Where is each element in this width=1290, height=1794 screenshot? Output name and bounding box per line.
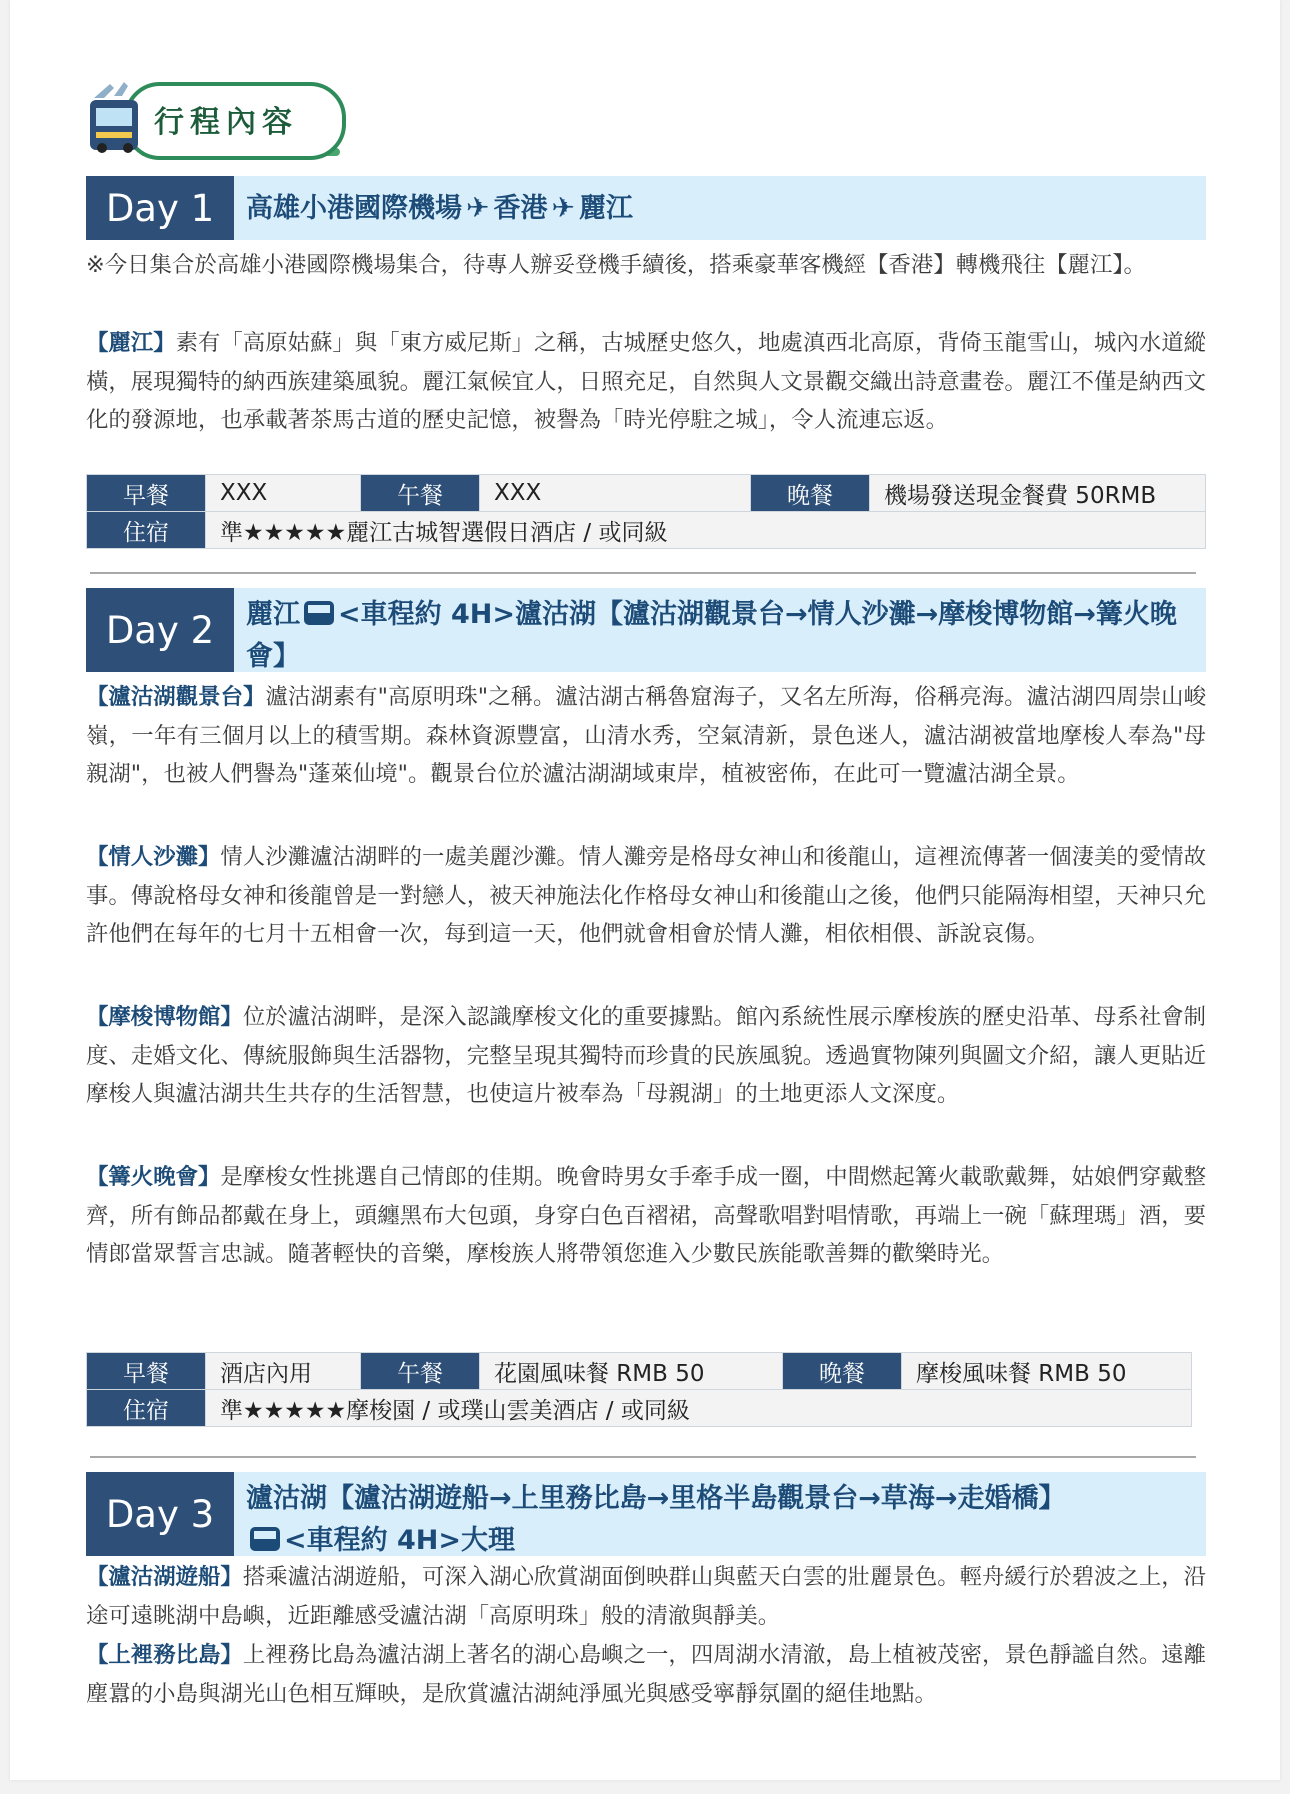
day3-text-2: 上裡務比島為瀘沽湖上著名的湖心島嶼之一，四周湖水清澈，島上植被茂密，景色靜謐自然。遠離塵囂的小島與湖光山色相互輝映，是欣賞瀘沽湖純淨風光與感受寧靜氛圍的絕佳地點。 bbox=[86, 1642, 1207, 1707]
day2-paragraph-3 bbox=[86, 998, 1206, 1114]
bus-icon bbox=[250, 1527, 280, 1551]
day1-route-from: 高雄小港國際機場 bbox=[246, 193, 462, 224]
day2-heading-3: 【摩梭博物館】 bbox=[86, 1004, 243, 1030]
day3-heading-2: 【上裡務比島】 bbox=[86, 1642, 243, 1668]
hotel-label: 住宿 bbox=[87, 512, 206, 549]
day2-text-3: 位於瀘沽湖畔，是深入認識摩梭文化的重要據點。館內系統性展示摩梭族的歷史沿革、母系社會制度、走婚文化、傳統服飾與生活器物，完整呈現其獨特而珍貴的民族風貌。透過實物陳列與圖文介紹，讓人更貼近摩梭人與瀘沽湖共生共存的生活智慧，也使這片被奉為「母親湖」的土地更添人文深度。 bbox=[86, 1004, 1207, 1108]
section-divider bbox=[90, 1456, 1196, 1458]
day2-title-b: <車程約 4H>瀘沽湖【瀘沽湖觀景台→情人沙灘→摩梭博物館→篝火晚會】 bbox=[246, 599, 1177, 672]
day3-header bbox=[86, 1472, 1206, 1556]
dinner-label: 晚餐 bbox=[783, 1353, 902, 1390]
day2-title bbox=[246, 594, 1196, 678]
day1-route-via: 香港 bbox=[493, 193, 548, 224]
lunch-label: 午餐 bbox=[361, 475, 480, 512]
day1-header bbox=[86, 176, 1206, 240]
day2-paragraph-4 bbox=[86, 1158, 1206, 1274]
day2-badge: Day 2 bbox=[86, 588, 234, 672]
day1-badge: Day 1 bbox=[86, 176, 234, 240]
hotel-value: 準★★★★★麗江古城智選假日酒店 / 或同級 bbox=[206, 512, 1206, 549]
day2-text-1: 瀘沽湖素有"高原明珠"之稱。瀘沽湖古稱魯窟海子，又名左所海，俗稱亮海。瀘沽湖四周崇山峻嶺，一年有三個月以上的積雪期。森林資源豐富，山清水秀，空氣清新，景色迷人，瀘沽湖被當地摩梭人奉為"母親湖"，也被人們譽為"蓬萊仙境"。觀景台位於瀘沽湖湖域東岸，植被密佈，在此可一覽瀘沽湖全景。 bbox=[86, 684, 1207, 788]
day1-lijiang-paragraph bbox=[86, 324, 1206, 440]
breakfast-value: 酒店內用 bbox=[206, 1353, 361, 1390]
breakfast-label: 早餐 bbox=[87, 1353, 206, 1390]
day2-paragraph-1 bbox=[86, 678, 1206, 794]
day2-title-a: 麗江 bbox=[246, 599, 300, 630]
day3-text-1: 搭乘瀘沽湖遊船，可深入湖心欣賞湖面倒映群山與藍天白雲的壯麗景色。輕舟緩行於碧波之上，沿途可遠眺湖中島嶼，近距離感受瀘沽湖「高原明珠」般的清澈與靜美。 bbox=[86, 1564, 1207, 1629]
day2-heading-4: 【篝火晚會】 bbox=[86, 1164, 221, 1190]
day2-text-4: 是摩梭女性挑選自己情郎的佳期。晚會時男女手牽手成一圈，中間燃起篝火載歌戴舞，姑娘們穿戴整齊，所有飾品都戴在身上，頭纏黑布大包頭，身穿白色百褶裙，高聲歌唱對唱情歌，再端上一碗「蘇理瑪」酒，要情郎當眾誓言忠誠。隨著輕快的音樂，摩梭族人將帶領您進入少數民族能歌善舞的歡樂時光。 bbox=[86, 1164, 1207, 1268]
dinner-value: 機場發送現金餐費 50RMB bbox=[870, 475, 1206, 512]
day3-badge: Day 3 bbox=[86, 1472, 234, 1556]
hotel-value: 準★★★★★摩梭園 / 或璞山雲美酒店 / 或同級 bbox=[206, 1390, 1192, 1427]
day2-heading-1: 【瀘沽湖觀景台】 bbox=[86, 684, 266, 710]
day1-lijiang-heading: 【麗江】 bbox=[86, 330, 176, 356]
lunch-value: XXX bbox=[480, 475, 751, 512]
day2-heading-2: 【情人沙灘】 bbox=[86, 844, 221, 870]
day3-title-a: 瀘沽湖【瀘沽湖遊船→上里務比島→里格半島觀景台→草海→走婚橋】 bbox=[246, 1483, 1066, 1514]
day1-lijiang-text: 素有「高原姑蘇」與「東方威尼斯」之稱，古城歷史悠久，地處滇西北高原，背倚玉龍雪山，城內水道縱橫，展現獨特的納西族建築風貌。麗江氣候宜人，日照充足，自然與人文景觀交織出詩意畫卷。麗江不僅是納西文化的發源地，也承載著茶馬古道的歷史記憶，被譽為「時光停駐之城」，令人流連忘返。 bbox=[86, 330, 1207, 434]
breakfast-label: 早餐 bbox=[87, 475, 206, 512]
dinner-value: 摩梭風味餐 RMB 50 bbox=[902, 1353, 1192, 1390]
day1-intro: ※今日集合於高雄小港國際機場集合，待專人辦妥登機手續後，搭乘豪華客機經【香港】轉機飛往【麗江】。 bbox=[86, 252, 1146, 278]
day3-paragraph-1 bbox=[86, 1558, 1206, 1635]
day1-meals-table bbox=[86, 474, 1206, 549]
day1-route-to: 麗江 bbox=[578, 193, 633, 224]
day3-paragraph-2 bbox=[86, 1636, 1206, 1713]
day3-title bbox=[246, 1478, 1196, 1562]
itinerary-banner bbox=[84, 72, 344, 160]
dinner-label: 晚餐 bbox=[751, 475, 870, 512]
day2-text-2: 情人沙灘瀘沽湖畔的一處美麗沙灘。情人灘旁是格母女神山和後龍山，這裡流傳著一個淒美的愛情故事。傳說格母女神和後龍曾是一對戀人，被天神施法化作格母女神山和後龍山之後，他們只能隔海相望，天神只允許他們在每年的七月十五相會一次，每到這一天，他們就會相會於情人灘，相依相偎、訴說哀傷。 bbox=[86, 844, 1207, 948]
day2-paragraph-2 bbox=[86, 838, 1206, 954]
lunch-label: 午餐 bbox=[361, 1353, 480, 1390]
hotel-label: 住宿 bbox=[87, 1390, 206, 1427]
day3-title-b: <車程約 4H>大理 bbox=[284, 1525, 516, 1556]
day2-meals-table bbox=[86, 1352, 1192, 1427]
plane-icon: ✈ bbox=[551, 191, 575, 224]
bus-icon bbox=[84, 80, 148, 156]
section-divider bbox=[90, 572, 1196, 574]
day2-header bbox=[86, 588, 1206, 672]
day1-title bbox=[246, 187, 1196, 230]
banner-title: 行程內容 bbox=[154, 105, 298, 140]
day3-heading-1: 【瀘沽湖遊船】 bbox=[86, 1564, 243, 1590]
bus-icon bbox=[304, 601, 334, 625]
breakfast-value: XXX bbox=[206, 475, 361, 512]
lunch-value: 花園風味餐 RMB 50 bbox=[480, 1353, 783, 1390]
plane-icon: ✈ bbox=[466, 191, 490, 224]
